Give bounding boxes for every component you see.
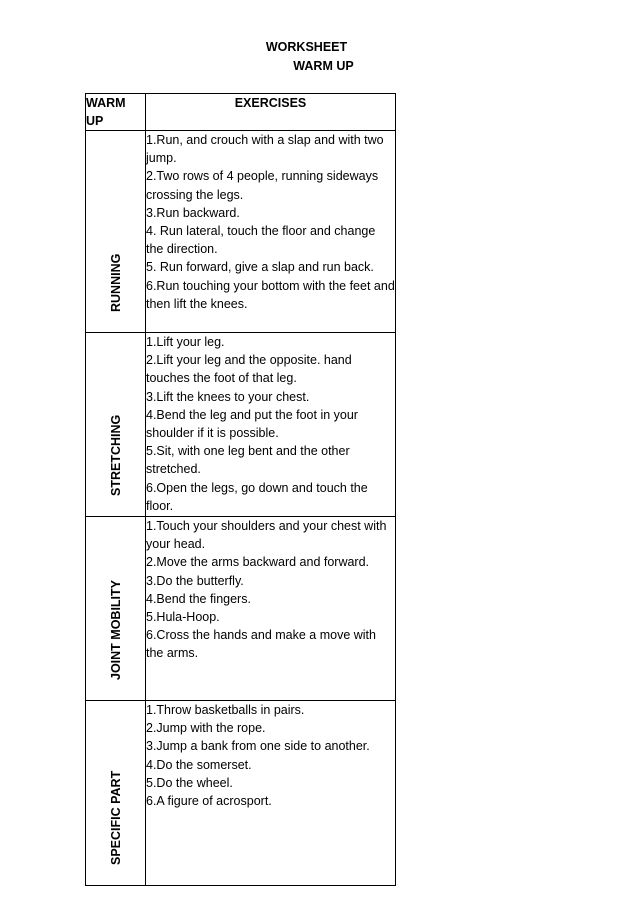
category-cell bbox=[86, 517, 146, 701]
table-row-specific-part bbox=[86, 701, 396, 886]
category-label-running: RUNNING bbox=[108, 253, 123, 312]
title-line-worksheet: WORKSHEET bbox=[265, 40, 348, 54]
exercise-item: 6.Open the legs, go down and touch the floor. bbox=[146, 480, 368, 513]
worksheet-title bbox=[0, 38, 638, 76]
exercise-item: 4.Bend the fingers. bbox=[146, 591, 251, 606]
table-row-stretching bbox=[86, 333, 396, 517]
exercise-item: 1.Touch your shoulders and your chest with your head. bbox=[146, 519, 387, 552]
exercise-item: 6.A figure of acrosport. bbox=[146, 794, 272, 809]
exercise-item: 2.Jump with the rope. bbox=[146, 721, 266, 736]
exercise-item: 1.Throw basketballs in pairs. bbox=[146, 703, 305, 717]
exercise-item: 6.Cross the hands and make a move with the arms. bbox=[146, 628, 376, 661]
exercise-item: 4.Do the somerset. bbox=[146, 757, 252, 772]
exercise-item: 4.Bend the leg and put the foot in your shoulder if it is possible. bbox=[146, 407, 358, 441]
exercises-cell bbox=[146, 701, 396, 886]
exercise-item: 2.Lift your leg and the opposite. hand touches the foot of that leg. bbox=[146, 353, 352, 386]
category-label-stretching: STRETCHING bbox=[108, 414, 123, 496]
category-cell bbox=[86, 131, 146, 333]
table-header-row bbox=[86, 94, 396, 131]
exercises-cell bbox=[146, 333, 396, 517]
exercises-cell bbox=[146, 517, 396, 701]
exercise-item: 5.Do the wheel. bbox=[146, 775, 233, 790]
warm-up-table bbox=[85, 93, 396, 886]
category-label-joint-mobility: JOINT MOBILITY bbox=[108, 580, 123, 680]
exercise-item: 2.Move the arms backward and forward. bbox=[146, 555, 370, 570]
exercise-item: 1.Lift your leg. bbox=[146, 335, 225, 349]
exercise-item: 3.Run backward. bbox=[146, 205, 240, 220]
exercises-cell bbox=[146, 131, 396, 333]
category-label-specific-part: SPECIFIC PART bbox=[108, 770, 123, 865]
exercise-item: 1.Run, and crouch with a slap and with two jump. bbox=[146, 133, 384, 166]
exercise-item: 6.Run touching your bottom with the feet and then lift the knees. bbox=[146, 278, 395, 311]
table-row-joint-mobility bbox=[86, 517, 396, 701]
header-exercises: EXERCISES bbox=[146, 94, 396, 131]
exercise-item: 3.Do the butterfly. bbox=[146, 573, 244, 588]
exercise-item: 3.Jump a bank from one side to another. bbox=[146, 739, 370, 754]
exercise-item: 2.Two rows of 4 people, running sideways crossing the legs. bbox=[146, 169, 379, 202]
exercise-item: 4. Run lateral, touch the floor and change the direction. bbox=[146, 224, 376, 257]
exercise-item: 3.Lift the knees to your chest. bbox=[146, 389, 310, 404]
exercise-item: 5. Run forward, give a slap and run back. bbox=[146, 260, 374, 275]
exercise-item: 5.Sit, with one leg bent and the other stretched. bbox=[146, 444, 350, 477]
category-cell bbox=[86, 333, 146, 517]
table-row-running bbox=[86, 131, 396, 333]
title-line-warm-up: WARM UP bbox=[293, 59, 354, 73]
header-warm-up: WARM UP bbox=[86, 94, 146, 131]
category-cell bbox=[86, 701, 146, 886]
exercise-item: 5.Hula-Hoop. bbox=[146, 610, 220, 625]
